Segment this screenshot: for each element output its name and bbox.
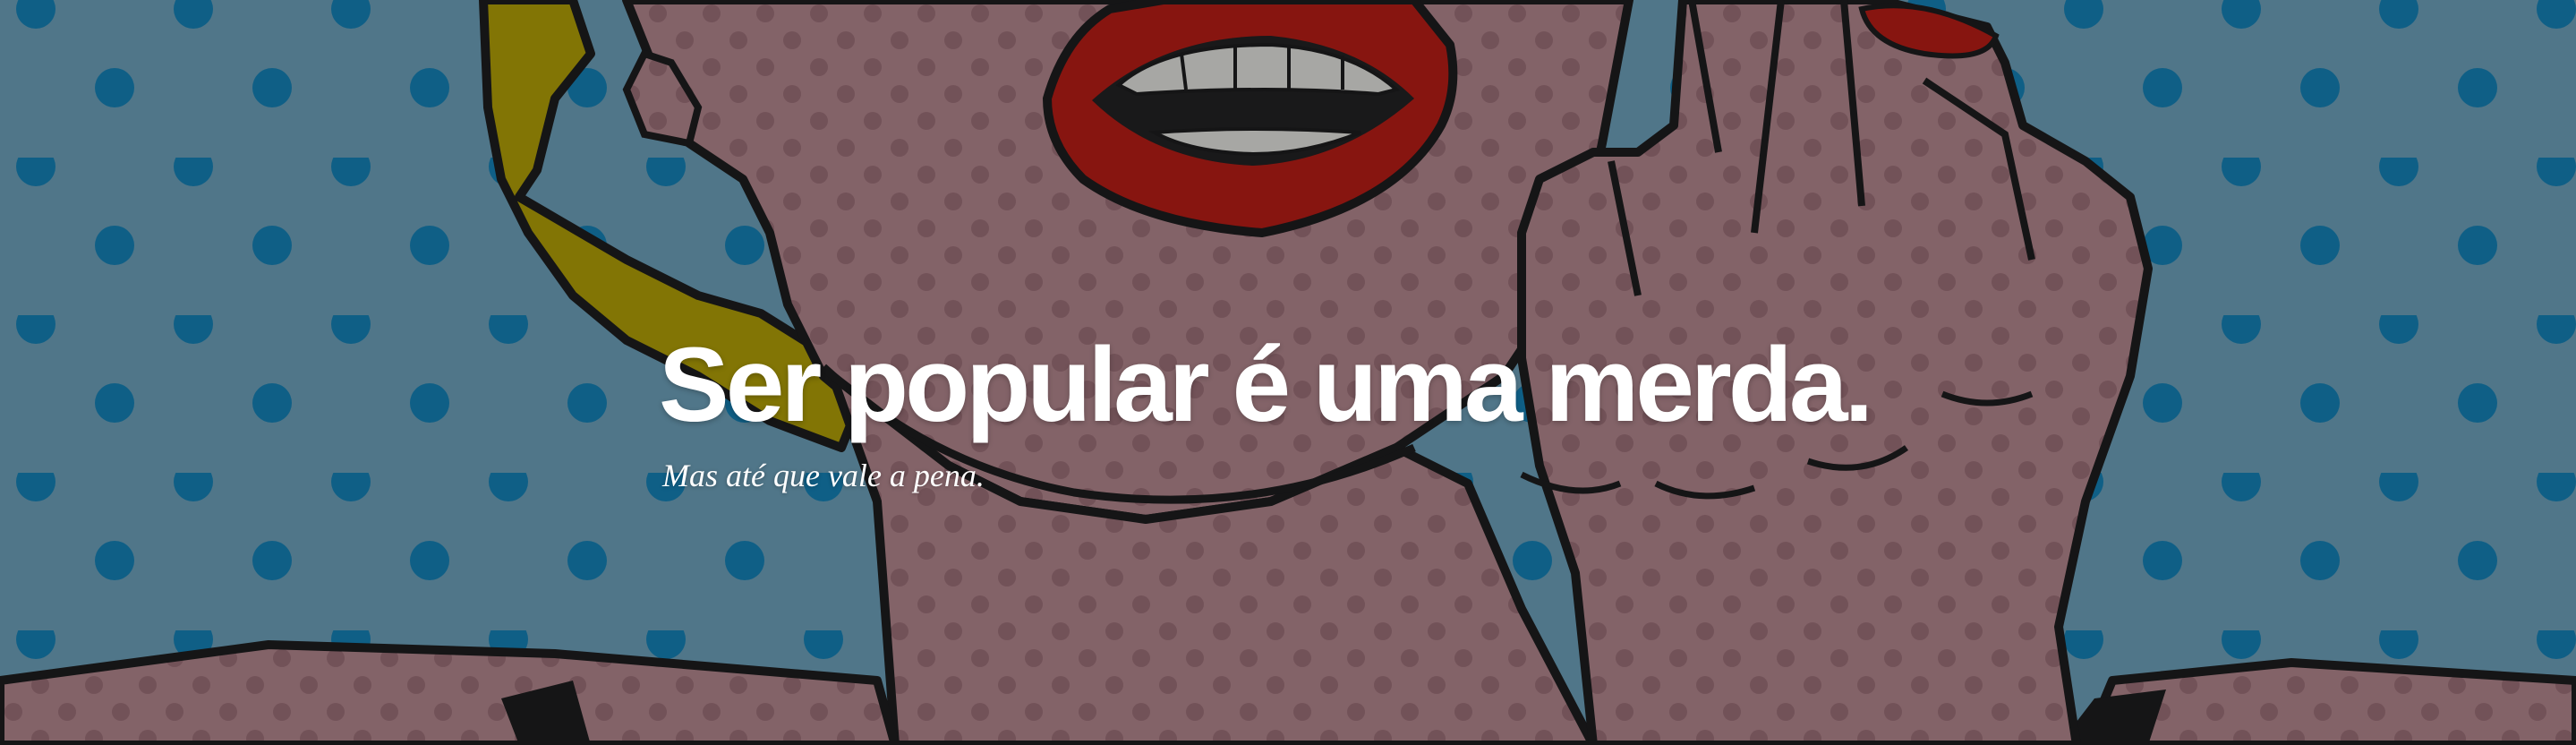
- site-tagline: Mas até que vale a pena.: [662, 458, 985, 493]
- hero-text-block: [659, 327, 2180, 495]
- site-title[interactable]: Ser popular é uma merda.: [659, 326, 1871, 444]
